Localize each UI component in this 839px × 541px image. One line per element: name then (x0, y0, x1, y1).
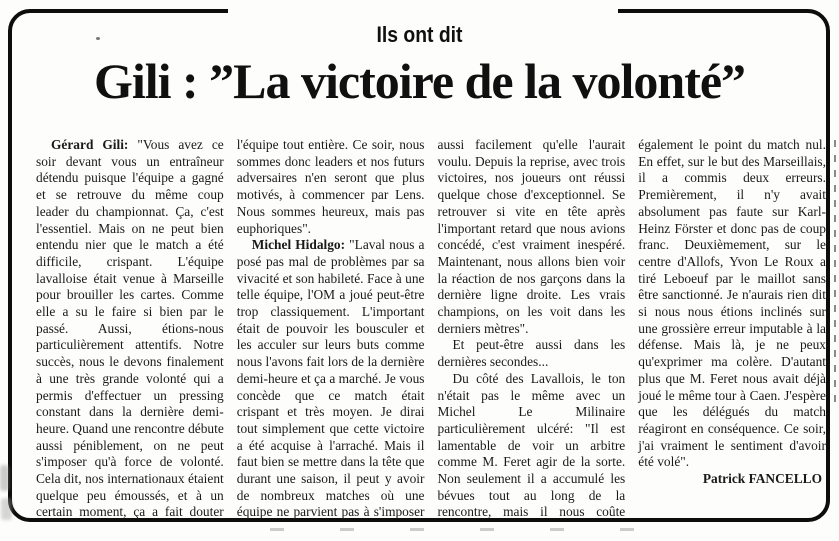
paragraph-text: Du côté des Lavallois, le ton n'était pas le même avec un Michel Le Milinaire particulièrement ulcéré: "Il est lamentable de voir un arbitre comme M. Feret agir de la sorte. Non seulement il a accumulé les bévues tout au long de la rencontre, mais il nous coûte également le point du match nul. En effet, sur le but des Marseillais, il a commis deux erreurs. Premièrement, il n'y avait absolument pas faute sur Karl-Heinz Förster et donc pas de coup franc. Deuxièmement, sur le centre d'Allofs, Yvon Le Roux a tiré Leboeuf par le maillot sans être sanctionné. Je n'aurais rien dit si nous nous étions inclinés sur une grossière erreur imputable à la défense. Mais là, je ne peux qu'exprimer ma colère. D'autant plus que M. Feret nous avait déjà joué le même tour à Caen. J'espère que les délégués du match réagiront en conséquence. Ce soir, j'ai vraiment le sentiment d'avoir été volé". (437, 137, 826, 520)
scan-smudge (0, 465, 9, 491)
speaker-name-gili: Gérard Gili: (51, 137, 129, 152)
byline: Patrick FANCELLO (702, 471, 822, 487)
scan-streak (834, 140, 836, 410)
scan-marks (270, 528, 690, 531)
paragraph-aside (438, 337, 626, 370)
headline: Gili : ”La victoire de la volonté” (93, 53, 746, 109)
article-columns (36, 137, 826, 523)
speaker-name-hidalgo: Michel Hidalgo: (251, 237, 346, 253)
paragraph-text: Et peut-être aussi dans les dernières secondes... (437, 337, 626, 370)
paragraph-text: "Vous avez ce soir devant vous un entraîneur détendu puisque l'équipe a gagné et se retrouve du même coup leader du championnat. Ça, c'est l'essentiel. Mais on ne peut bien entendu nier que le match a été difficile, crispant. L'équipe lavalloise était venue à Marseille pour brouiller les cartes. Comme elle a su le faire si bien par le passé. Aussi, étions-nous particulièrement attentifs. Notre succès, nous le devons finalement à une très grande volonté qui a permis d'effectuer un pressing constant dans la dernière demi-heure. Quand une rencontre débute aussi péniblement, on ne peut s'imposer qu'à force de volonté. Cela dit, nos internationaux étaient quelque peu émoussés, et à un certain moment, ça a fait douter l'équipe tout entière. Ce soir, nous sommes donc leaders et nos futurs adversaires n'en seront que plus motivés, à commencer par Lens. Nous sommes heureux, mais pas euphoriques". (36, 137, 425, 520)
paragraph-text: "Laval nous a posé pas mal de problèmes par sa vivacité et son habileté. Face à une telle équipe, l'OM a joué peut-être trop classiquement. L'important était de pouvoir les bousculer et les acculer sur leurs buts comme nous l'avons fait lors de la dernière demi-heure et ça a marché. Je vous concède que ce match était crispant et très moyen. Je dirai tout simplement que cette victoire a été acquise à l'arraché. Mais il faut bien se mettre dans la tête que durant une saison, il peut y avoir de nombreux matches où une équipe ne parvient pas à s'imposer aussi facilement qu'elle l'aurait voulu. Depuis la reprise, avec trois victoires, nos joueurs ont réussi quelque chose d'exceptionnel. Se retrouver si vite en tête après l'important retard que nous avions concédé, c'est vraiment inespéré. Maintenant, nous allons bien voir la réaction de nos garçons dans la dernière ligne droite. Les vrais champions, on les voit dans les derniers mètres". (236, 137, 626, 520)
kicker: Ils ont dit (376, 22, 463, 47)
scan-smudge (1, 498, 12, 520)
top-border-gap (228, 7, 618, 16)
